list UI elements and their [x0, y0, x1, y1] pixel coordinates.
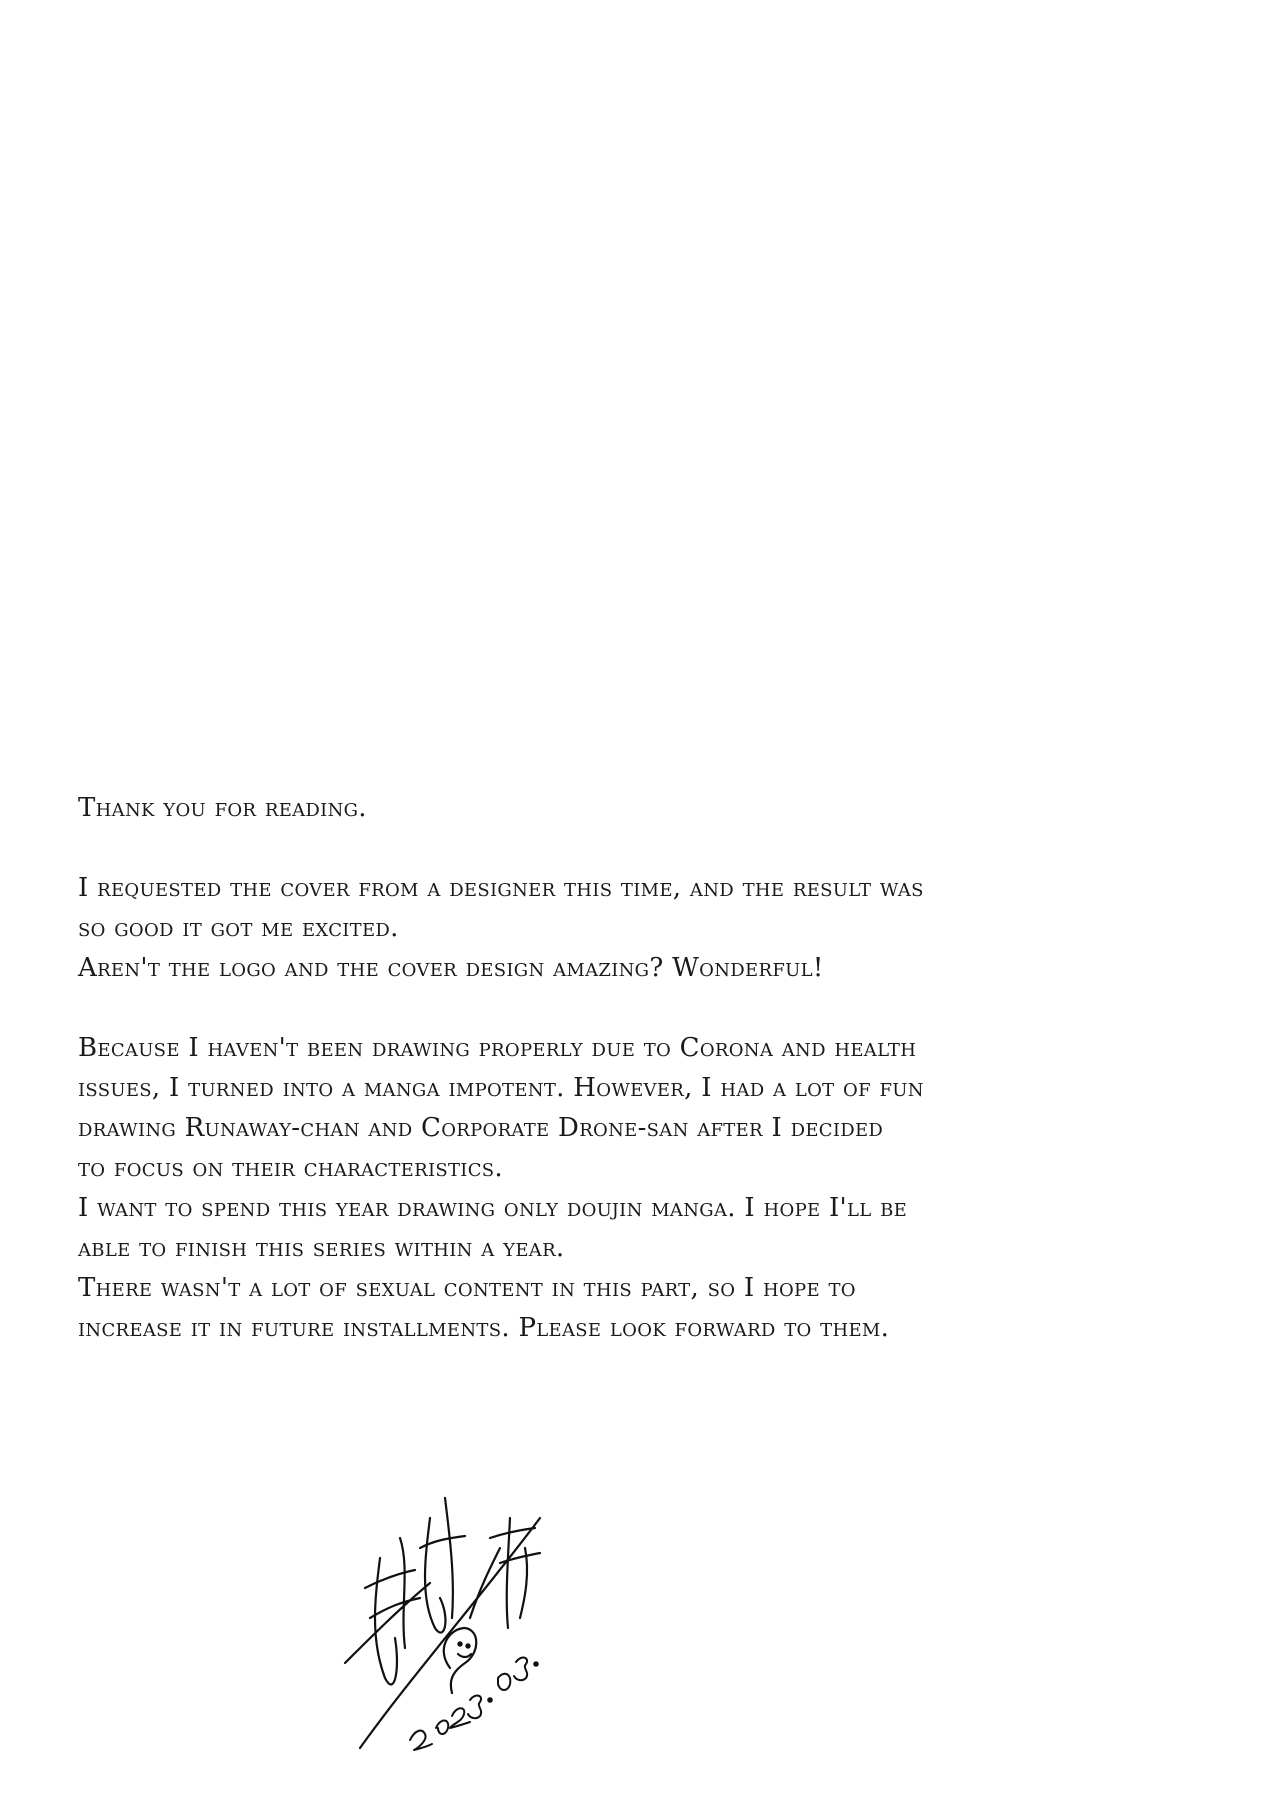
text-line: so good it got me excited.	[78, 913, 399, 943]
text-line: Aren't the logo and the cover design amazing? Wonderful!	[78, 953, 824, 983]
text-line: Thank you for reading.	[78, 793, 367, 823]
text-line: I want to spend this year drawing only doujin manga. I hope I'll be	[78, 1193, 908, 1223]
text-line: increase it in future installments. Please look forward to them.	[78, 1313, 890, 1343]
text-line: able to finish this series within a year.	[78, 1233, 565, 1263]
text-line: drawing Runaway-chan and Corporate Drone-san after I decided	[78, 1113, 884, 1143]
paragraph-plans	[78, 1028, 1078, 1348]
handwritten-signature	[340, 1478, 580, 1758]
paragraph-cover	[78, 868, 1078, 988]
text-line: to focus on their characteristics.	[78, 1153, 503, 1183]
text-line: issues, I turned into a manga impotent. However, I had a lot of fun	[78, 1073, 924, 1103]
text-line: I requested the cover from a designer this time, and the result was	[78, 873, 924, 903]
text-line: There wasn't a lot of sexual content in this part, so I hope to	[78, 1273, 856, 1303]
text-line: Because I haven't been drawing properly due to Corona and health	[78, 1033, 917, 1063]
afterword-text	[78, 788, 1078, 1348]
paragraph-thanks	[78, 788, 1078, 828]
